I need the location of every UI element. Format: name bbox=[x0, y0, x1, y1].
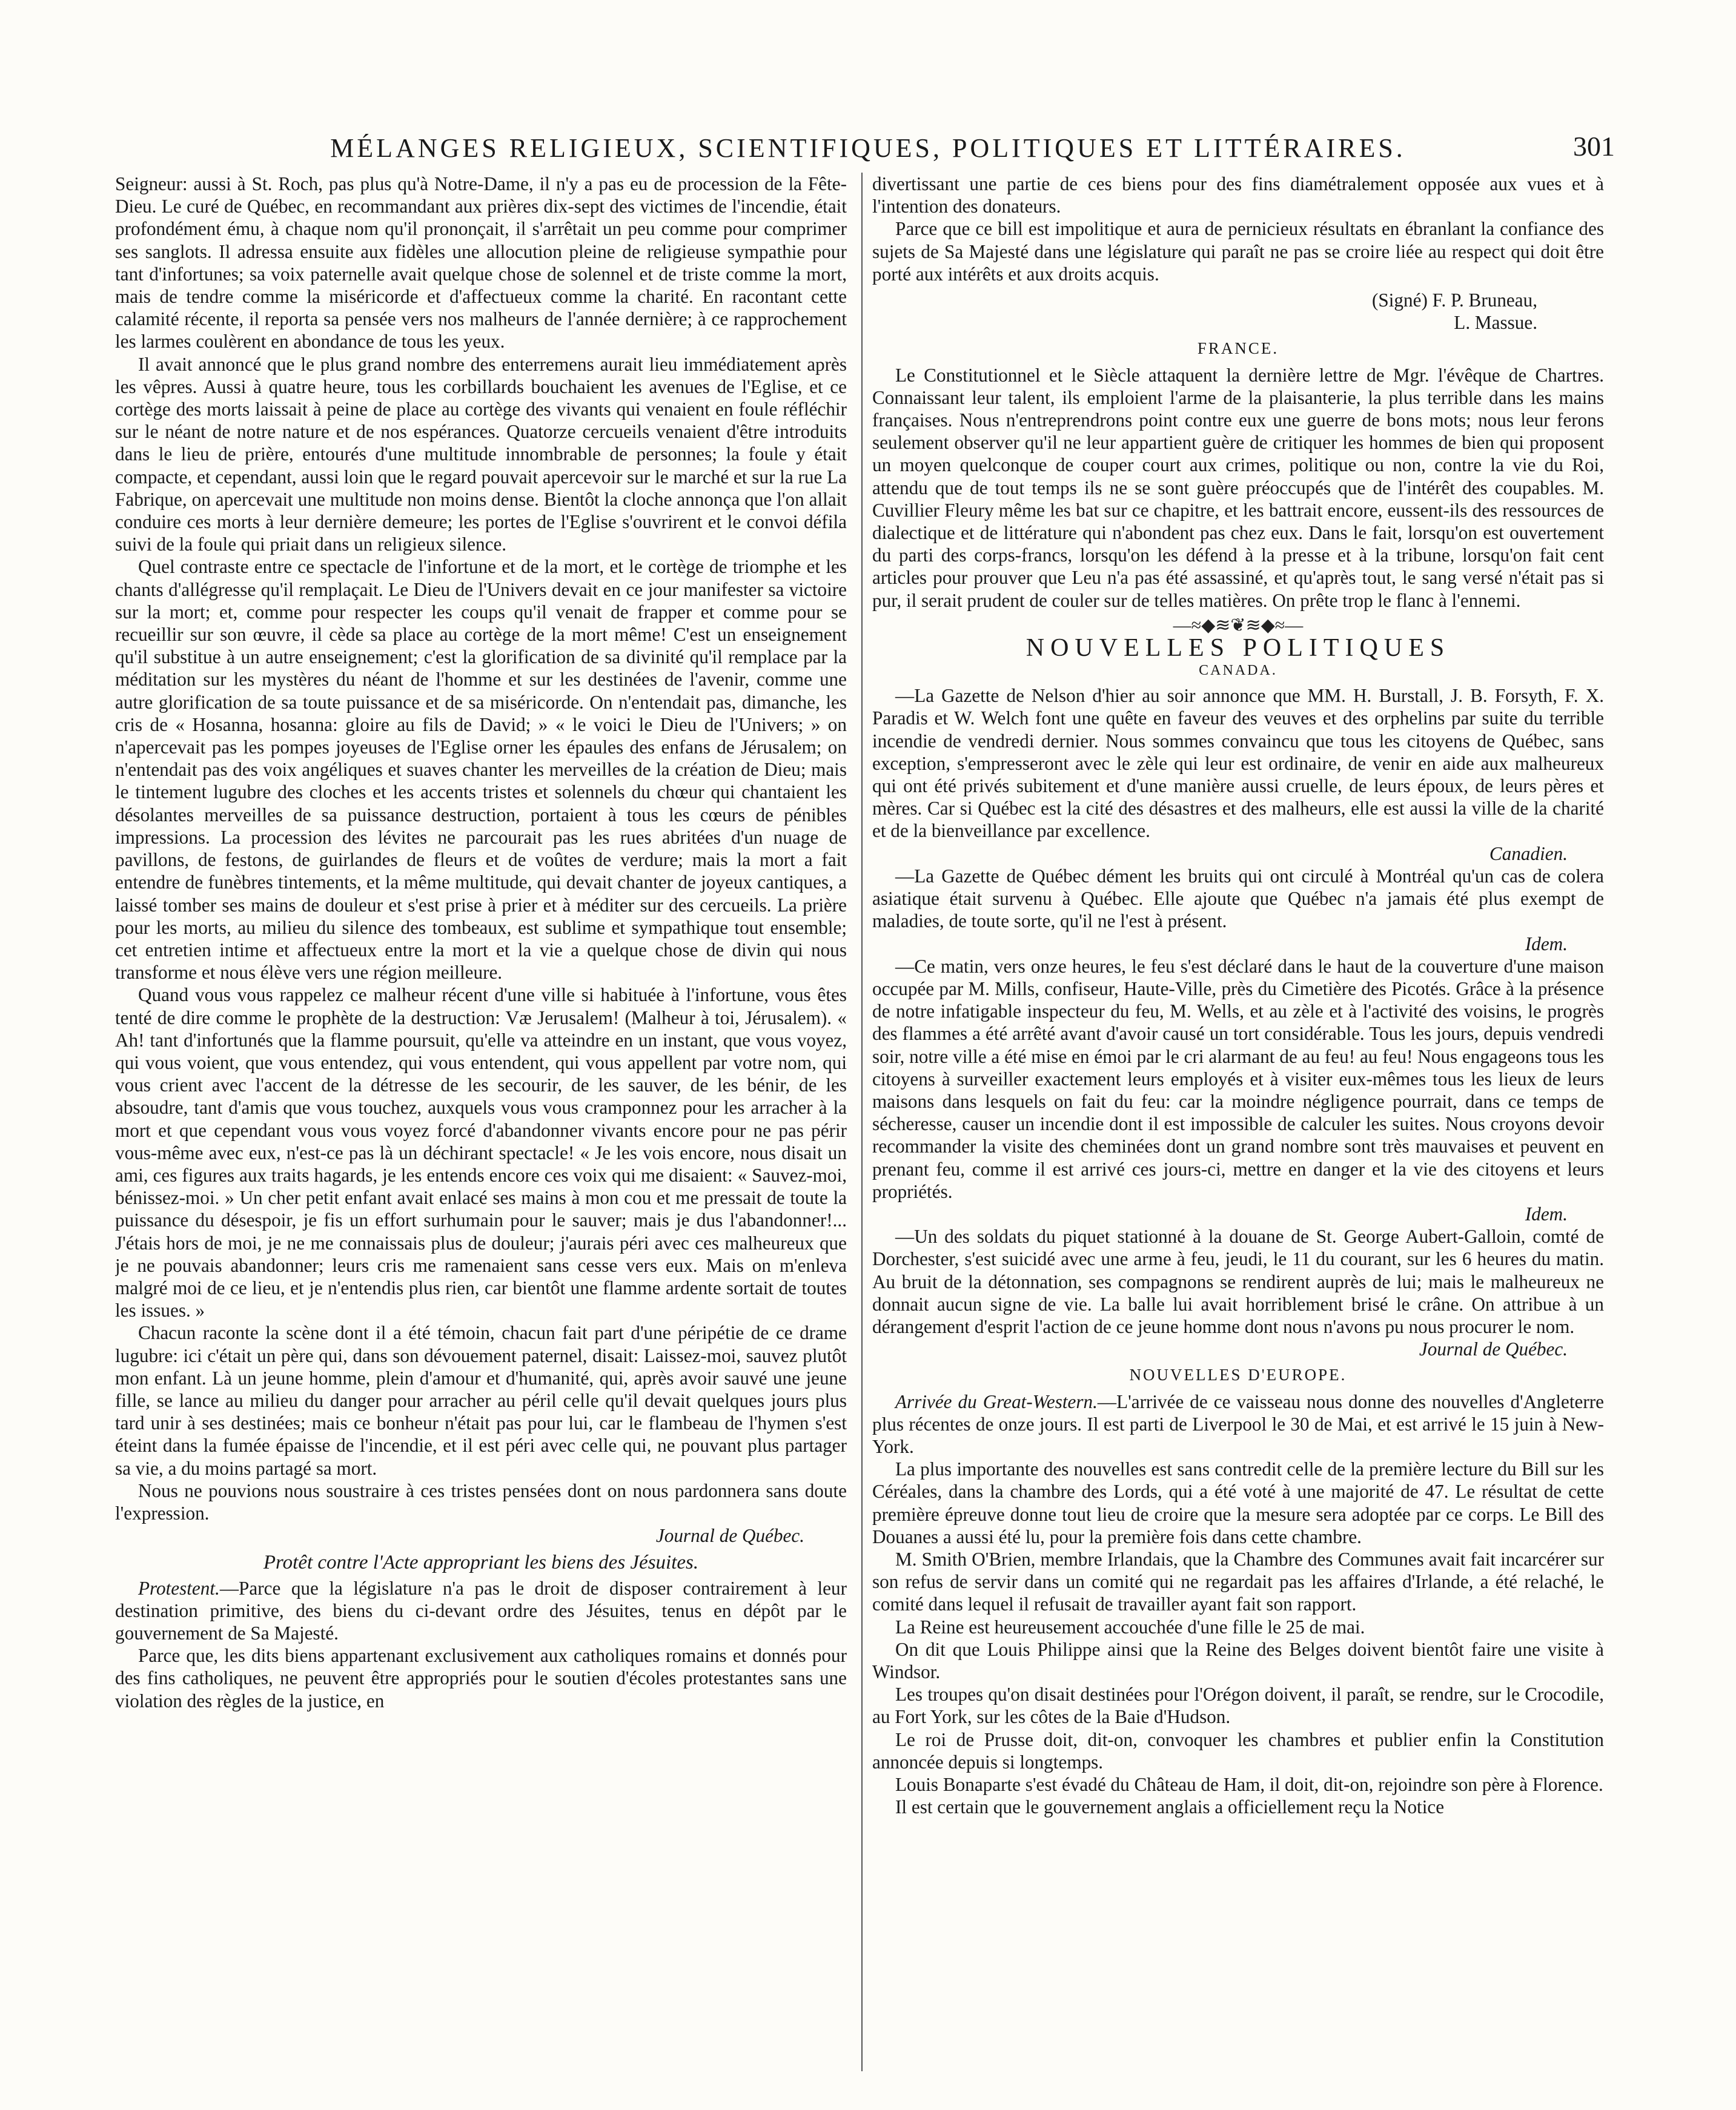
paragraph: —Parce que la législature n'a pas le droit de disposer contrairement à leur destination primitive, des biens du ci-devant ordre des Jésuites, tenus en dépôt par le gouvernement de Sa Majesté. bbox=[115, 1577, 847, 1644]
ornament-divider: —≈◆≋❦≋◆≈— bbox=[1173, 615, 1304, 635]
source-credit: Idem. bbox=[1525, 933, 1568, 954]
lead-word: Protestent. bbox=[138, 1577, 220, 1599]
source-credit: Journal de Québec. bbox=[655, 1525, 804, 1547]
paragraph: La Reine est heureusement accouchée d'une fille le 25 de mai. bbox=[895, 1616, 1365, 1638]
paragraph: Le Constitutionnel et le Siècle attaquent la dernière lettre de Mgr. l'évêque de Chartres. Connaissant leur talent, ils emploient l'arme de la plaisanterie, la plus terrible dans les mains françaises. Nous n'entreprendrons point contre eux une guerre de bons mots; nous leur ferons seulement observer qu'il ne leur appartient guère de critiquer les hommes de bien qui proposent un moyen quelconque de couper court aux crimes, politique ou non, contre la vie du Roi, attendu que de tout temps ils ne se sont guère préoccupés que de l'intérêt des coupables. M. Cuvillier Fleury même les bat sur ce chapitre, et les battrait encore, eussent-ils des ressources de dialectique et de littérature qui n'abondent pas chez eux. Dans le fait, lorsqu'on est ouvertement du parti des corps-francs, lorsqu'on les défend à la presse et à la tribune, lorsqu'on fait cent articles pour prouver que Leu n'a pas été assassiné, et qu'après tout, le sang versé n'était pas si pur, il serait prudent de couler sur de telles matières. On prête trop le flanc à l'ennemi. bbox=[872, 364, 1604, 611]
paragraph: La plus importante des nouvelles est sans contredit celle de la première lecture du Bill sur les Céréales, dans la chambre des Lords, qui a été voté à une majorité de 47. Le résultat de cette première épreuve donne tout lieu de croire que la mesure sera adoptée par ce corps. Le Bill des Douanes a aussi été lu, pour la première fois dans cette chambre. bbox=[872, 1458, 1604, 1547]
paragraph: Parce que, les dits biens appartenant exclusivement aux catholiques romains et donnés pour des fins catholiques, ne peuvent être appropriés pour le soutien d'écoles protestantes sans une violation des règles de la justice, en bbox=[115, 1645, 847, 1711]
lead-word: Arrivée du Great-Western. bbox=[895, 1391, 1098, 1412]
paragraph: Chacun raconte la scène dont il a été témoin, chacun fait part d'une péripétie de ce drame lugubre: ici c'était un père qui, dans son dévouement paternel, disait: Laissez-moi, sauvez plutôt mon enfant. Là un jeune homme, plein d'amour et d'humanité, qui, après avoir sauvé une jeune fille, se lance au milieu du danger pour arracher au péril celle qu'il devait quelques jours plus tard unir à ses destinées; mais ce bonheur n'était pas pour lui, car le flambeau de l'hymen s'est éteint dans la fumée épaisse de l'incendie, et il est péri avec celle qui, ne pouvant plus partager sa vie, a du moins partagé sa mort. bbox=[115, 1322, 847, 1479]
section-heading-nouvelles: NOUVELLES POLITIQUES bbox=[1025, 633, 1451, 662]
section-heading-europe: NOUVELLES D'EUROPE. bbox=[1129, 1366, 1347, 1384]
source-credit: Idem. bbox=[1525, 1203, 1568, 1225]
section-heading-france: FRANCE. bbox=[1197, 339, 1279, 358]
paragraph: Seigneur: aussi à St. Roch, pas plus qu'à Notre-Dame, il n'y a pas eu de procession de la Fête-Dieu. Le curé de Québec, en recommandant aux prières dix-sept des victimes de l'incendie, était profondément ému, à chaque nom qu'il prononçait, il s'arrêtait un peu comme pour comprimer ses sanglots. Il adressa ensuite aux fidèles une allocution pleine de religieuse sympathie pour tant d'infortunes; sa voix paternelle avait quelque chose de solennel et de triste comme la mort, mais de tendre comme la miséricorde et d'affectueux comme la charité. En racontant cette calamité récente, il reporta sa pensée vers nos malheurs de l'année dernière; à ce rapprochement les larmes coulèrent en abondance de tous les yeux. bbox=[115, 173, 847, 352]
section-heading-canada: CANADA. bbox=[1199, 663, 1277, 679]
paragraph: —La Gazette de Nelson d'hier au soir annonce que MM. H. Burstall, J. B. Forsyth, F. X. Paradis et W. Welch font une quête en faveur des veuves et des orphelins par suite du terrible incendie de vendredi dernier. Nous sommes convaincu que tous les citoyens de Québec, sans exception, s'empresseront avec le zèle qui leur est ordinaire, de venir en aide aux malheureux qui ont été privés subitement et d'une manière aussi cruelle, de leurs époux, de leurs pères et mères. Car si Québec est la cité des désastres et des malheurs, elle est aussi la ville de la charité et de la bienveillance par excellence. bbox=[872, 685, 1604, 842]
paragraph: —Un des soldats du piquet stationné à la douane de St. George Aubert-Galloin, comté de Dorchester, s'est suicidé avec une arme à feu, jeudi, le 11 du courant, sur les 6 heures du matin. Au bruit de la détonnation, ses compagnons se rendirent auprès de lui; mais le malheureux ne donnait aucun signe de vie. La balle lui avait horriblement brisé le crâne. On attribue à un dérangement d'esprit l'action de ce jeune homme dont nous n'avons pu nous procurer le nom. bbox=[872, 1226, 1604, 1337]
signature-line: (Signé) F. P. Bruneau, bbox=[1372, 289, 1537, 311]
paragraph: Quand vous vous rappelez ce malheur récent d'une ville si habituée à l'infortune, vous êtes tenté de dire comme le prophète de la destruction: Væ Jerusalem! (Malheur à toi, Jérusalem). « Ah! tant d'infortunés que la flamme poursuit, qu'elle va atteindre en un instant, que vous voyez, qui vous voient, que vous entendez, qui vous entendent, qui vous appellent par votre nom, qui vous crient avec l'accent de la détresse de les secourir, de les sauver, de les bénir, de les absoudre, tant d'amis que vous touchez, auxquels vous vous cramponnez pour les arracher à la mort et que cependant vous vous voyez forcé d'abandonner vivants encore pour ne pas périr vous-même avec eux, n'est-ce pas là un déchirant spectacle! « Je les vois encore, nous disait un ami, ces figures aux traits hagards, je les entends encore ces voix qui me disaient: « Sauvez-moi, bénissez-moi. » Un cher petit enfant avait enlacé ses mains à mon cou et me pressait de toute la puissance du désespoir, je fis un effort surhumain pour le sauver; mais je dus l'abandonner!... J'étais hors de moi, je ne me connaissais plus de douleur; j'aurais péri avec ces malheureux que je ne pouvais abandonner; leurs cris me ramenaient sans cesse vers eux. Mais on m'enleva malgré moi de ce lieu, et je n'entendis plus rien, car bientôt une flamme ardente sortait de toutes les issues. » bbox=[115, 984, 847, 1321]
paragraph: Les troupes qu'on disait destinées pour l'Orégon doivent, il paraît, se rendre, sur le Crocodile, au Fort York, sur les côtes de la Baie d'Hudson. bbox=[872, 1684, 1604, 1728]
paragraph: M. Smith O'Brien, membre Irlandais, que la Chambre des Communes avait fait incarcérer sur son refus de servir dans un comité qui ne regardait pas les affaires d'Irlande, a été relaché, le comité dans lequel il refusait de travailler ayant fait son rapport. bbox=[872, 1548, 1604, 1615]
source-credit: Journal de Québec. bbox=[1419, 1338, 1568, 1360]
paragraph: —L'arrivée de ce vaisseau nous donne des nouvelles d'Angleterre plus récentes de onze jours. Il est parti de Liverpool le 30 de Mai, et est arrivé le 15 juin à New-York. bbox=[872, 1391, 1604, 1457]
page-number: 301 bbox=[1573, 131, 1615, 162]
paragraph: Parce que ce bill est impolitique et aura de pernicieux résultats en ébranlant la confiance des sujets de Sa Majesté dans une législature qui paraît ne pas se croire liée au respect qui doit être porté aux intérêts et aux droits acquis. bbox=[872, 218, 1604, 285]
paragraph: —La Gazette de Québec dément les bruits qui ont circulé à Montréal qu'un cas de colera asiatique était survenu à Québec. Elle ajoute que Québec n'a jamais été plus exempt de maladies, de toute sorte, qu'il ne l'est à présent. bbox=[872, 865, 1604, 932]
right-column bbox=[872, 173, 1604, 2071]
paragraph: Louis Bonaparte s'est évadé du Château de Ham, il doit, dit-on, rejoindre son père à Florence. bbox=[895, 1774, 1603, 1796]
paragraph: Il est certain que le gouvernement anglais a officiellement reçu la Notice bbox=[895, 1796, 1445, 1818]
paragraph: Le roi de Prusse doit, dit-on, convoquer les chambres et publier enfin la Constitution annoncée depuis si longtemps. bbox=[872, 1728, 1604, 1773]
paragraph: —Ce matin, vers onze heures, le feu s'est déclaré dans le haut de la couverture d'une maison occupée par M. Mills, confiseur, Haute-Ville, près du Cimetière des Picotés. Grâce à la présence de notre infatigable inspecteur du feu, M. Wells, et au zèle et à l'activité des voisins, le progrès des flammes a été arrêté avant d'avoir causé un tort considérable. Tous les jours, depuis vendredi soir, notre ville a été mise en émoi par le cri alarmant de au feu! au feu! Nous engageons tous les citoyens à surveiller exactement leurs employés et à visiter eux-mêmes tous les lieux de leurs maisons dans lesquels on fait du feu: car la moindre négligence pourrait, dans ce temps de sécheresse, causer un incendie dont il est impossible de calculer les suites. Nous croyons devoir recommander la visite des cheminées dont un grand nombre sont très mauvaises et peuvent en prenant feu, comme il est arrivé ces jours-ci, mettre en danger et la vie des citoyens et leurs propriétés. bbox=[872, 955, 1604, 1202]
source-credit: Canadien. bbox=[1489, 842, 1568, 864]
left-column bbox=[115, 173, 847, 2071]
paragraph: Quel contraste entre ce spectacle de l'infortune et de la mort, et le cortège de triomphe et les chants d'allégresse qu'il remplaçait. Le Dieu de l'Univers devait en ce jour manifester sa victoire sur la mort; et, comme pour respecter les coups qu'il venait de frapper et comme pour se recueillir sur son œuvre, il cède sa place au cortège de la mort même! C'est un enseignement qu'il substitue à un autre enseignement; c'est la glorification de sa divinité qu'il remplace par la méditation sur les mystères du néant de l'homme et sur les destinées de l'avenir, comme une autre glorification de sa toute puissance et de sa miséricorde. On n'entendait pas, dimanche, les cris de « Hosanna, hosanna: gloire au fils de David; » « le voici le Dieu de l'Univers; » on n'apercevait pas les pompes joyeuses de l'Eglise orner les épaules des enfans de Jérusalem; on n'entendait pas des voix angéliques et suaves chanter les merveilles de la création de Dieu; mais le tintement lugubre des cloches et les accents tristes et solennels du chœur qui chantaient les désolantes merveilles de sa puissance destruction, portaient à tous les cœurs de pénibles impressions. La procession des lévites ne parcourait pas les rues abritées d'un nuage de pavillons, de festons, de guirlandes de fleurs et de voûtes de verdure; mais la mort a fait entendre de funèbres tintements, et la même multitude, qui devait chanter de joyeux cantiques, a laissé tomber ses mains de douleur et s'est prise à prier et à méditer sur des cercueils. La prière pour les morts, au milieu du silence des tombeaux, est sublime et sympathique tout ensemble; cet entretien intime et affectueux entre la mort et la vie a quelque chose de divin qui nous transforme et nous élève vers une région meilleure. bbox=[115, 556, 847, 984]
signature-line: L. Massue. bbox=[1454, 312, 1537, 334]
page-header bbox=[121, 121, 1615, 164]
paragraph: divertissant une partie de ces biens pour des fins diamétralement opposée aux vues et à l'intention des donateurs. bbox=[872, 173, 1604, 217]
article-title: Protêt contre l'Acte appropriant les biens des Jésuites. bbox=[263, 1552, 699, 1574]
paragraph: Il avait annoncé que le plus grand nombre des enterremens aurait lieu immédiatement après les vêpres. Aussi à quatre heure, tous les corbillards bouchaient les avenues de l'Eglise, et ce cortège des morts laissait à peine de place au cortège des vivants qui venaient en foule réfléchir sur le néant de notre nature et de nos espérances. Quatorze cercueils venaient d'être introduits dans le lieu de prière, entourés d'une multitude innombrable de personnes; la foule y était compacte, et cependant, aussi loin que le regard pouvait apercevoir sur le marché et sur la rue La Fabrique, on apercevait une multitude non moins dense. Bientôt la cloche annonça que l'on allait conduire ces morts à leur dernière demeure; les portes de l'Eglise s'ouvrirent et le convoi défila suivi de la foule qui priait dans un religieux silence. bbox=[115, 353, 847, 555]
paragraph: Nous ne pouvions nous soustraire à ces tristes pensées dont on nous pardonnera sans doute l'expression. bbox=[115, 1480, 847, 1524]
column-divider bbox=[861, 173, 863, 2071]
page-title: MÉLANGES RELIGIEUX, SCIENTIFIQUES, POLITIQUES ET LITTÉRAIRES. bbox=[330, 133, 1406, 163]
paragraph: On dit que Louis Philippe ainsi que la Reine des Belges doivent bientôt faire une visite à Windsor. bbox=[872, 1638, 1604, 1682]
